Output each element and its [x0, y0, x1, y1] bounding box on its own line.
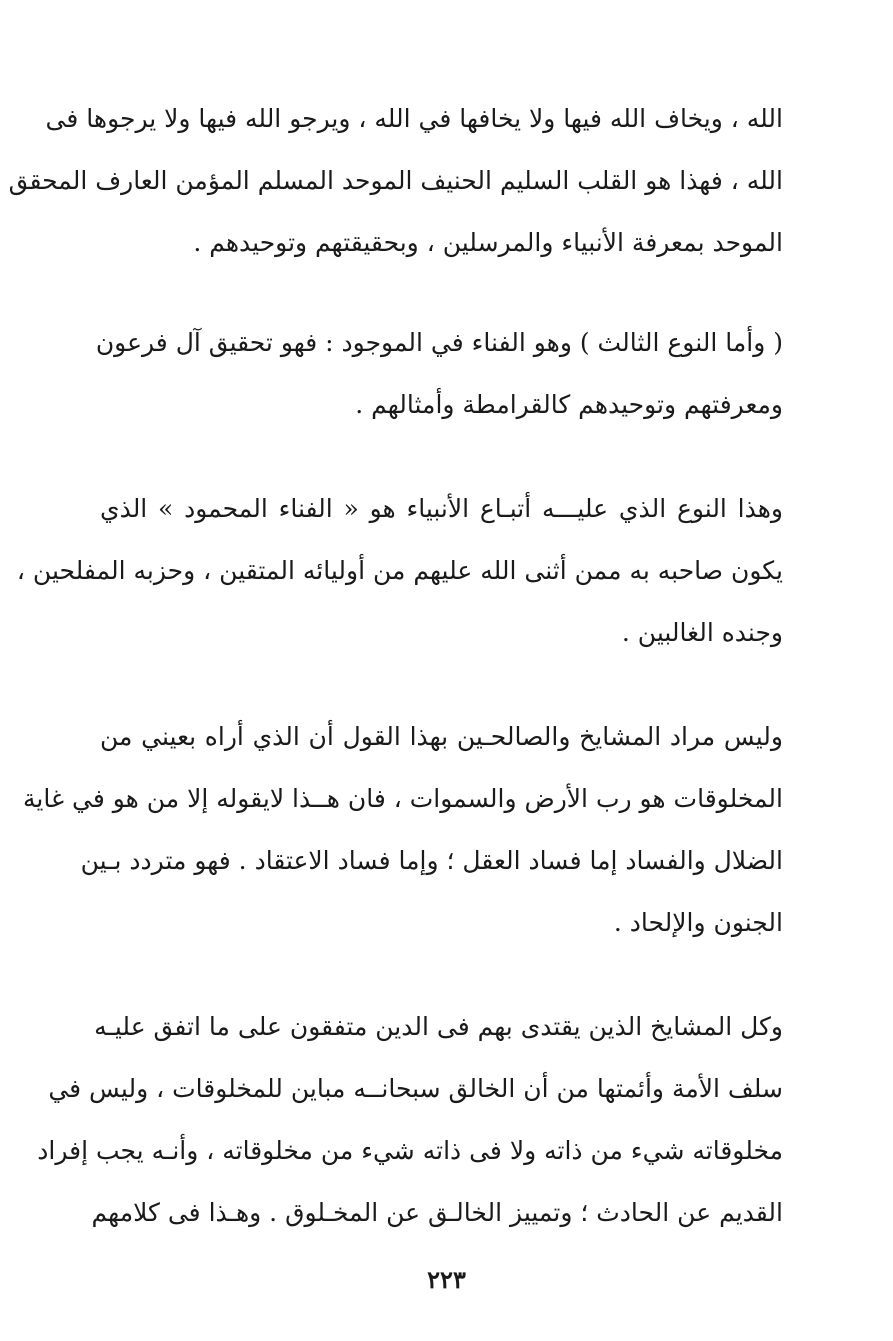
- text-line: سلف الأمة وأئمتها من أن الخالق سبحانــه مباين للمخلوقات ، وليس في: [48, 1074, 783, 1103]
- text-line: يكون صاحبه به ممن أثنى الله عليهم من أوليائه المتقين ، وحزبه المفلحين ،: [16, 556, 783, 585]
- paragraph-1: [8, 88, 783, 274]
- text-line: المخلوقات هو رب الأرض والسموات ، فان هــذا لايقوله إلا من هو في غاية: [22, 784, 783, 813]
- text-line: الله ، ويخاف الله فيها ولا يخافها في الله ، ويرجو الله فيها ولا يرجوها فى: [45, 104, 783, 133]
- text-line: القديم عن الحادث ؛ وتمييز الخالـق عن المخـلوق . وهـذا فى كلامهم: [91, 1198, 783, 1227]
- text-line: الجنون والإلحاد .: [613, 908, 783, 937]
- text-line: ( وأما النوع الثالث ) وهو الفناء في الموجود : فهو تحقيق آل فرعون: [95, 328, 783, 357]
- text-line: وليس مراد المشايخ والصالحـين بهذا القول أن الذي أراه بعيني من: [100, 722, 783, 751]
- text-line: ومعرفتهم وتوحيدهم كالقرامطة وأمثالهم .: [355, 390, 783, 419]
- page-number: ٢٢٣: [427, 1265, 466, 1294]
- paragraph-5: [37, 996, 783, 1244]
- text-line: الله ، فهذا هو القلب السليم الحنيف الموحد المسلم المؤمن العارف المحقق: [8, 166, 783, 195]
- text-line: وجنده الغالبين .: [621, 618, 783, 647]
- paragraph-3: [16, 478, 783, 664]
- text-line: الضلال والفساد إما فساد العقل ؛ وإما فساد الاعتقاد . فهو متردد بـين: [80, 846, 783, 875]
- text-line: وكل المشايخ الذين يقتدى بهم فى الدين متفقون على ما اتفق عليـه: [94, 1012, 783, 1041]
- text-line: مخلوقاته شيء من ذاته ولا فى ذاته شيء من مخلوقاته ، وأنـه يجب إفراد: [37, 1136, 783, 1165]
- paragraph-2: [95, 312, 783, 436]
- text-line: الموحد بمعرفة الأنبياء والمرسلين ، وبحقيقتهم وتوحيدهم .: [193, 228, 783, 257]
- paragraph-4: [22, 706, 783, 954]
- text-line: وهذا النوع الذي عليـــه أتبـاع الأنبياء هو « الفناء المحمود » الذي: [100, 494, 783, 523]
